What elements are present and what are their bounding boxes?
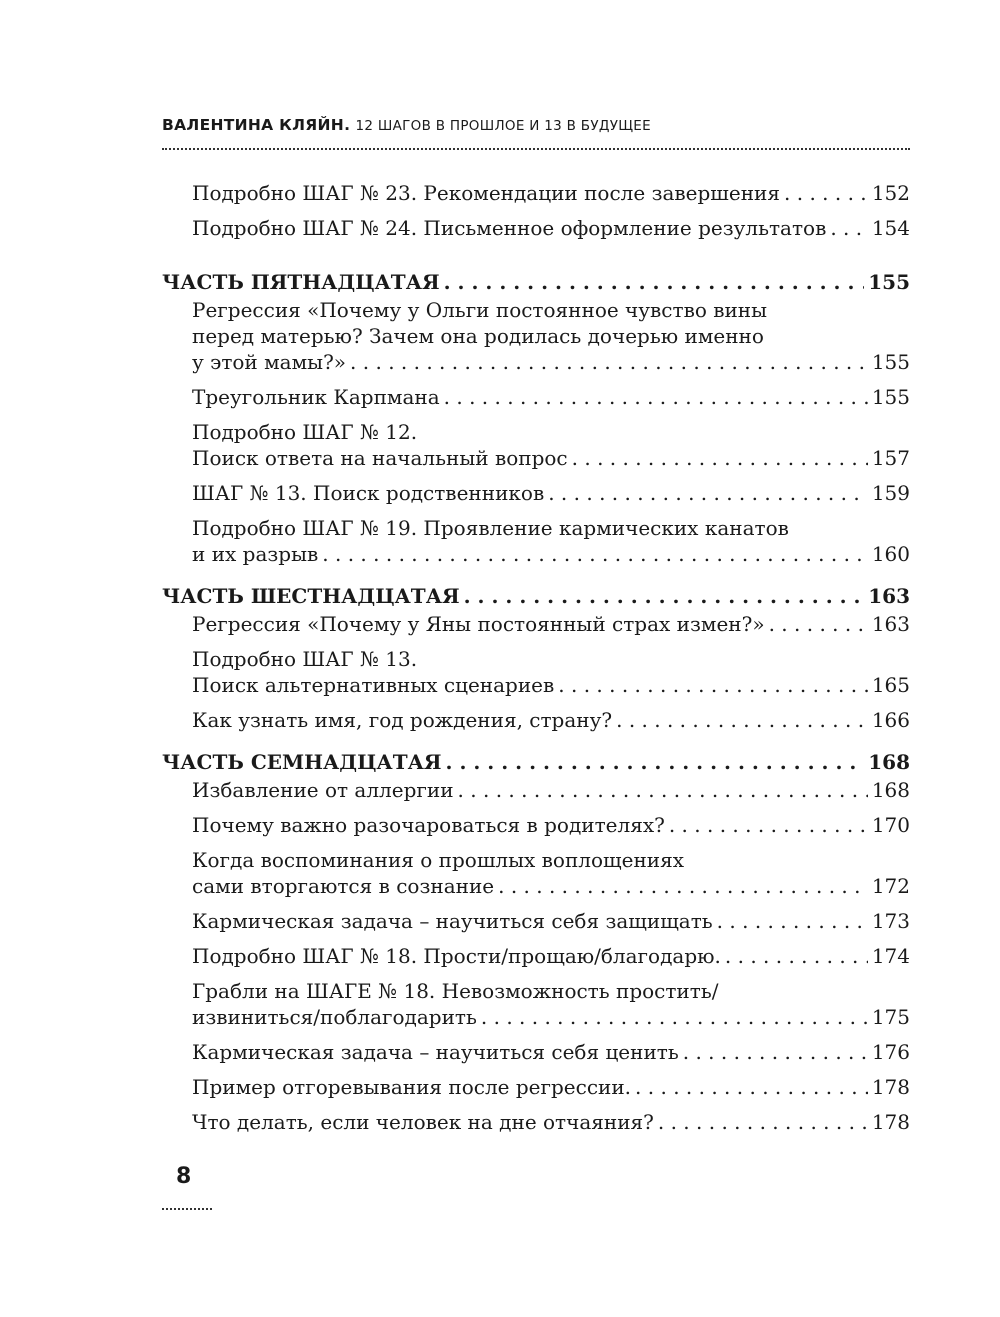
toc-entry-page: 178	[871, 1110, 910, 1134]
toc-entry-title: Поиск ответа на начальный вопрос	[192, 446, 568, 470]
toc-entry-page: 170	[871, 813, 910, 837]
toc-entry-page: 160	[871, 542, 910, 566]
leader-dots	[558, 672, 868, 698]
leader-dots	[616, 707, 868, 733]
toc-entry	[192, 180, 910, 206]
toc-entry-title: и их разрыв	[192, 542, 319, 566]
toc-entry-page: 155	[871, 385, 910, 409]
toc-entry-title: Пример отгоревывания после регрессии.	[192, 1075, 632, 1099]
toc-entry	[192, 384, 910, 410]
toc-entry-line: Подробно ШАГ № 13.	[192, 647, 418, 671]
toc-entry	[192, 777, 910, 803]
toc-entry-title: Почему важно разочароваться в родителях?	[192, 813, 665, 837]
leader-dots	[444, 384, 868, 410]
leader-dots	[717, 908, 868, 934]
leader-dots	[322, 541, 868, 567]
toc-entry-line: перед матерью? Зачем она родилась дочерью именно	[192, 324, 764, 348]
toc-part-heading	[162, 267, 910, 297]
page-number-dotted-rule	[162, 1208, 212, 1210]
leader-dots	[350, 349, 868, 375]
leader-dots	[725, 943, 868, 969]
toc-entry-page: 152	[871, 181, 910, 205]
running-head-author: ВАЛЕНТИНА КЛЯЙН.	[162, 116, 351, 134]
toc-entry-title: Поиск альтернативных сценариев	[192, 673, 555, 697]
toc-entry-line: Грабли на ШАГЕ № 18. Невозможность простить/	[192, 979, 719, 1003]
toc-part-page: 163	[868, 584, 910, 608]
toc-entry-page: 174	[871, 944, 910, 968]
leader-dots	[464, 581, 865, 611]
toc-entry-page: 175	[871, 1005, 910, 1029]
toc-entry-title: Как узнать имя, год рождения, страну?	[192, 708, 613, 732]
toc-entry	[192, 419, 910, 471]
toc-entry-title: Подробно ШАГ № 23. Рекомендации после завершения	[192, 181, 781, 205]
toc-part-page: 155	[868, 270, 910, 294]
toc-entry	[192, 297, 910, 375]
toc-entry-line: Когда воспоминания о прошлых воплощениях	[192, 848, 685, 872]
leader-dots	[658, 1109, 868, 1135]
leader-dots	[446, 747, 865, 777]
toc-entry-title: Подробно ШАГ № 24. Письменное оформление результатов	[192, 216, 827, 240]
toc-entry-title: Кармическая задача – научиться себя ценить	[192, 1040, 679, 1064]
toc-entry-title: Треугольник Карпмана	[192, 385, 440, 409]
toc-entry	[192, 812, 910, 838]
leader-dots	[669, 812, 868, 838]
toc-entry-line: Регрессия «Почему у Ольги постоянное чувство вины	[192, 298, 768, 322]
leader-dots	[683, 1039, 868, 1065]
toc-entry	[192, 611, 910, 637]
toc-entry-page: 173	[871, 909, 910, 933]
toc-part-heading	[162, 747, 910, 777]
toc-entry-title: Кармическая задача – научиться себя защищать	[192, 909, 713, 933]
leader-dots	[444, 267, 865, 297]
leader-dots	[769, 611, 868, 637]
toc-part-page: 168	[868, 750, 910, 774]
toc-entry-page: 166	[871, 708, 910, 732]
leader-dots	[548, 480, 868, 506]
toc-entry	[192, 707, 910, 733]
toc-entry-page: 163	[871, 612, 910, 636]
toc-entry-page: 154	[871, 216, 910, 240]
toc-entry-title: сами вторгаются в сознание	[192, 874, 495, 898]
leader-dots	[830, 215, 867, 241]
toc-part-heading	[162, 581, 910, 611]
toc-entry-page: 168	[871, 778, 910, 802]
toc-entry-line: Подробно ШАГ № 12.	[192, 420, 418, 444]
toc-entry-page: 165	[871, 673, 910, 697]
toc-entry-title: Подробно ШАГ № 18. Прости/прощаю/благодарю.	[192, 944, 721, 968]
toc-entry-title: ШАГ № 13. Поиск родственников	[192, 481, 545, 505]
toc-entry-page: 157	[871, 446, 910, 470]
toc-entry	[192, 646, 910, 698]
toc-entry-line: Подробно ШАГ № 19. Проявление кармических канатов	[192, 516, 789, 540]
toc-entry-title: Избавление от аллергии	[192, 778, 454, 802]
header-dotted-rule	[162, 148, 910, 150]
toc-entry-page: 176	[871, 1040, 910, 1064]
toc-entry-title: Регрессия «Почему у Яны постоянный страх измен?»	[192, 612, 765, 636]
toc-entry-page: 159	[871, 481, 910, 505]
toc-entry	[192, 480, 910, 506]
toc-entry-page: 155	[871, 350, 910, 374]
toc-entry	[192, 215, 910, 241]
toc-entry	[192, 1074, 910, 1100]
toc-part-title: ЧАСТЬ ПЯТНАДЦАТАЯ	[162, 270, 440, 294]
toc-entry	[192, 847, 910, 899]
toc-entry-title: извиниться/поблагодарить	[192, 1005, 477, 1029]
toc-entry-page: 172	[871, 874, 910, 898]
toc-entry	[192, 515, 910, 567]
toc-part-title: ЧАСТЬ ШЕСТНАДЦАТАЯ	[162, 584, 460, 608]
toc-entry	[192, 1109, 910, 1135]
toc-part-title: ЧАСТЬ СЕМНАДЦАТАЯ	[162, 750, 442, 774]
leader-dots	[481, 1004, 868, 1030]
running-head	[162, 116, 910, 134]
leader-dots	[572, 445, 868, 471]
toc-entry	[192, 908, 910, 934]
toc-entry-page: 178	[871, 1075, 910, 1099]
page-number: 8	[176, 1164, 192, 1189]
leader-dots	[784, 180, 868, 206]
toc-entry	[192, 1039, 910, 1065]
toc-entry-title: Что делать, если человек на дне отчаяния?	[192, 1110, 654, 1134]
toc-entry-title: у этой мамы?»	[192, 350, 347, 374]
table-of-contents	[162, 180, 910, 1144]
running-head-title: 12 ШАГОВ В ПРОШЛОЕ И 13 В БУДУЩЕЕ	[355, 118, 651, 134]
leader-dots	[458, 777, 868, 803]
leader-dots	[635, 1074, 868, 1100]
toc-entry	[192, 978, 910, 1030]
leader-dots	[498, 873, 868, 899]
toc-entry	[192, 943, 910, 969]
